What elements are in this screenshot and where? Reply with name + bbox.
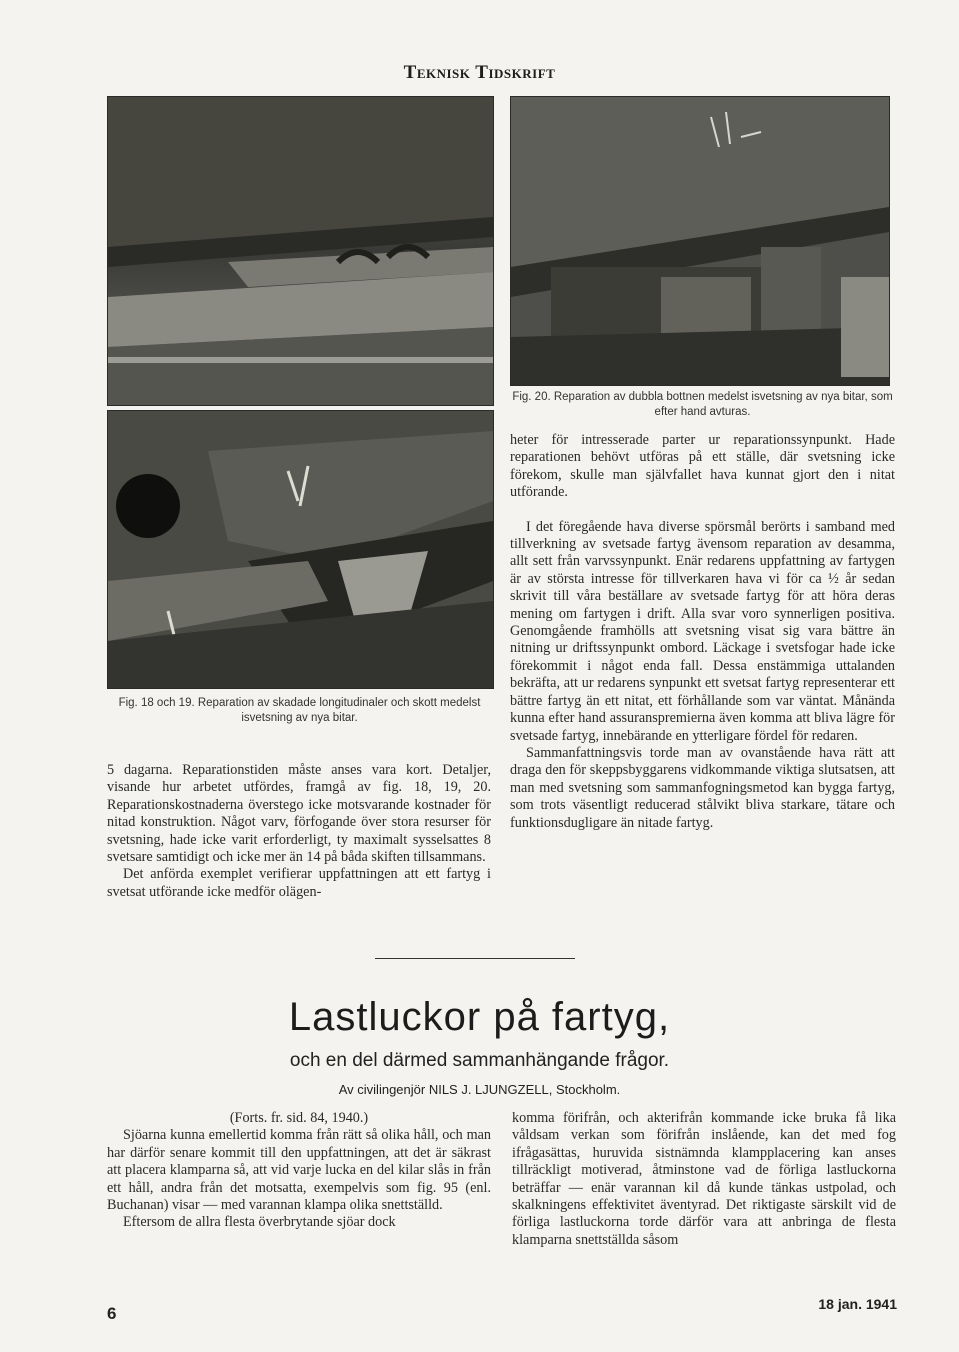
continued-note: (Forts. fr. sid. 84, 1940.)	[229, 1110, 369, 1126]
text-column-left-bottom	[107, 1110, 491, 1232]
article-title: Lastluckor på fartyg,	[288, 995, 671, 1039]
photo-fig-18	[107, 96, 494, 406]
section-divider	[375, 958, 575, 959]
paragraph: komma förifrån, och akterifrån kommande icke bruka få lika våldsam verkan som förifrån inslående, kan det med fog ifrågasättas, huruvida sistnämnda klampplacering kan anses tillräckligt motiverad, åtminstone vad de förliga lastluckorna beträffar — enär varannan kil då kunde tänkas ustpolad, och skalkningens effektivitet äventyrad. Det riktigaste särskilt vid de förliga lastluckorna torde därför vara att anbringa de flesta klamparna snettställda såsom	[512, 1110, 896, 1248]
figure-18-19-caption: Fig. 18 och 19. Reparation av skadade longitudinaler och skott medelst isvetsning av nya bitar.	[118, 697, 481, 724]
paragraph: Det anförda exemplet verifierar uppfattningen att ett fartyg i svetsat utförande icke medför olägen-	[107, 866, 491, 900]
page-number: 6	[107, 1304, 117, 1323]
article-subtitle: och en del därmed sammanhängande frågor.	[289, 1050, 670, 1071]
photo-fig-20	[510, 96, 890, 386]
article-author: Av civilingenjör NILS J. LJUNGZELL, Stockholm.	[338, 1082, 621, 1097]
paragraph: Sjöarna kunna emellertid komma från rätt så olika håll, och man har därför senare kommit till den uppfattningen, att det är säkrast att placera klamparna så, att vid varje lucka en del kilar slås in från ett håll, andra från det motsatta, exempelvis som fig. 95 (enl. Buchanan) visar — med varannan klampa olika snettställd.	[107, 1127, 491, 1214]
paragraph: Sammanfattningsvis torde man av ovanstående hava rätt att draga den för skeppsbyggarens vidkommande viktiga slutsatsen, att man med svetsning som sammanfogningsmetod kan bygga fartyg, som trots väsentligt reducerad stålvikt bliva starkare, tätare och funktionsdugligare än nitade fartyg.	[510, 744, 895, 831]
text-column-left-top	[107, 762, 491, 901]
text-column-right-top	[510, 432, 895, 832]
issue-date: 18 jan. 1941	[818, 1296, 897, 1312]
paragraph: heter för intresserade parter ur reparationssynpunkt. Hade reparationen behövt utföras på ett ställe, där svetsning icke förekom, skulle man självfallet hava kunnat gjort den i nitat utförande.	[510, 432, 895, 501]
paragraph: I det föregående hava diverse spörsmål berörts i samband med tillverkning av svetsade fartyg ävensom reparation av desamma, allt sett från varvssynpunkt. Enär redarens uppfattning av fartygen är av största intresse för tillverkaren hava vi för ca ½ år sedan skrivit till våra beställare av svetsade fartyg för att höra deras mening om fartygen i drift. Alla svar voro synnerligen positiva. Genomgående framhölls att svetsning visat sig vara bättre än nitning ur driftssynpunkt ombord. Läckage i svetsfogar hade icke förekommit i något enda fall. Dessa enstämmiga uttalanden bekräfta, att ur redarens synpunkt ett svetsat fartyg representerar ett bättre fartyg än ett nitat, ett förhållande som var väntat. Månända kunna efter hand assuranspremierna även komma att bliva lägre för svetsade fartyg, innebärande en ytterligare fördel för redaren.	[510, 518, 895, 744]
journal-title: Teknisk Tidskrift	[403, 62, 556, 83]
paragraph: Eftersom de allra flesta överbrytande sjöar dock	[123, 1214, 396, 1231]
figure-20-caption: Fig. 20. Reparation av dubbla bottnen medelst isvetsning av nya bitar, som efter hand avturas.	[512, 391, 893, 418]
text-column-right-bottom	[512, 1110, 896, 1249]
paragraph: 5 dagarna. Reparationstiden måste anses vara kort. Detaljer, visande hur arbetet utfördes, framgå av fig. 18, 19, 20. Reparationskostnaderna överstego icke motsvarande kostnader för nitad konstruktion. Något varv, förfogande över stora resurser för svetsning, hade icke varit erforderligt, ty maximalt sysselsattes 8 svetsare samtidigt och icke mer än 14 på båda skiften tillsammans.	[107, 762, 491, 866]
photo-fig-19	[107, 410, 494, 689]
